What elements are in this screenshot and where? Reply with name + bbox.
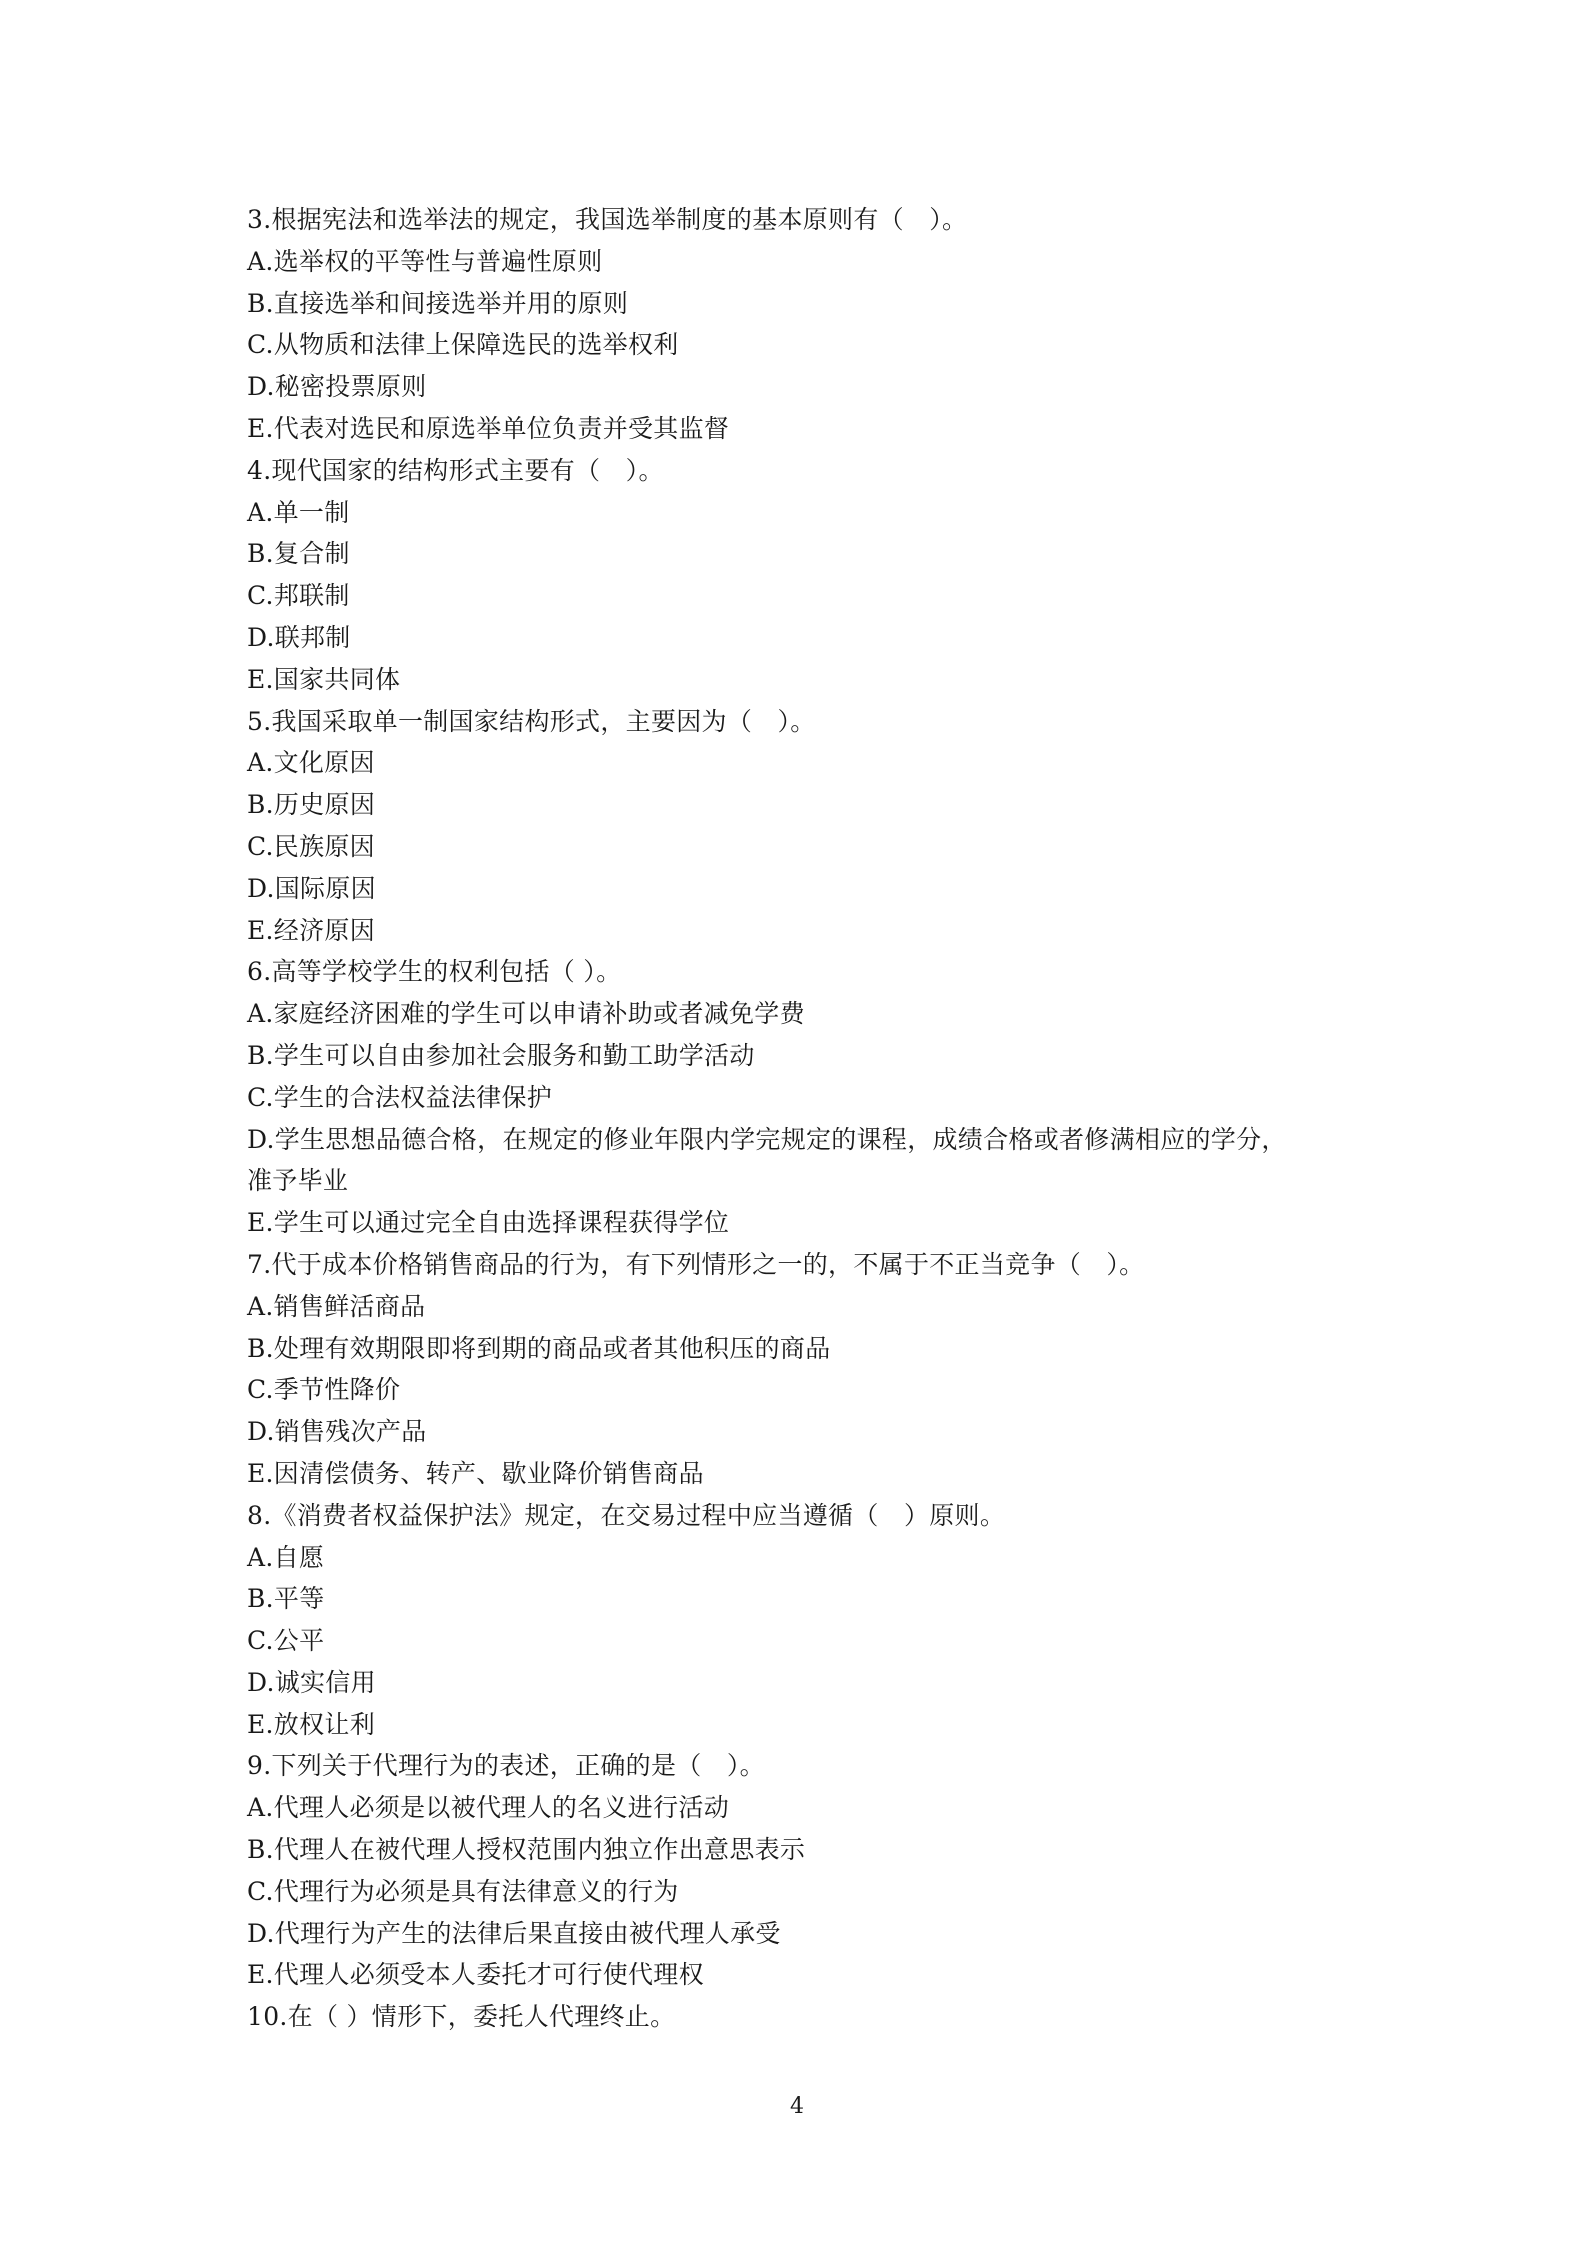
- question-9-option-a: A.代理人必须是以被代理人的名义进行活动: [247, 1793, 730, 1823]
- question-3-option-b: B.直接选举和间接选举并用的原则: [247, 288, 629, 318]
- question-8-option-a: A.自愿: [247, 1542, 325, 1572]
- question-6-option-d-continued: 准予毕业: [247, 1166, 349, 1196]
- question-8-stem: 8.《消费者权益保护法》规定，在交易过程中应当遵循（ ）原则。: [247, 1500, 1006, 1530]
- question-5-option-b: B.历史原因: [247, 790, 376, 820]
- question-4-option-e: E.国家共同体: [247, 664, 401, 694]
- question-3-option-e: E.代表对选民和原选举单位负责并受其监督: [247, 413, 730, 443]
- question-5-option-d: D.国际原因: [247, 873, 376, 903]
- question-4-option-a: A.单一制: [247, 497, 350, 527]
- question-6-option-b: B.学生可以自由参加社会服务和勤工助学活动: [247, 1040, 755, 1070]
- question-3-option-d: D.秘密投票原则: [247, 372, 427, 402]
- question-6-stem: 6.高等学校学生的权利包括（ ）。: [247, 957, 622, 987]
- question-5-option-a: A.文化原因: [247, 748, 375, 778]
- question-6-option-c: C.学生的合法权益法律保护: [247, 1082, 553, 1112]
- question-6-option-d: D.学生思想品德合格，在规定的修业年限内学完规定的课程，成绩合格或者修满相应的学分，: [247, 1124, 1287, 1154]
- question-3-stem: 3.根据宪法和选举法的规定，我国选举制度的基本原则有（ ）。: [247, 205, 968, 234]
- question-8-option-c: C.公平: [247, 1626, 325, 1656]
- question-9-option-c: C.代理行为必须是具有法律意义的行为: [247, 1876, 679, 1906]
- question-7-option-b: B.处理有效期限即将到期的商品或者其他积压的商品: [247, 1333, 831, 1363]
- question-7-option-a: A.销售鲜活商品: [247, 1291, 426, 1321]
- question-9-stem: 9.下列关于代理行为的表述，正确的是（ ）。: [247, 1751, 765, 1781]
- question-5-stem: 5.我国采取单一制国家结构形式，主要因为（ ）。: [247, 706, 816, 736]
- question-6-option-a: A.家庭经济困难的学生可以申请补助或者减免学费: [247, 999, 805, 1029]
- question-7-stem: 7.代于成本价格销售商品的行为，有下列情形之一的，不属于不正当竞争（ ）。: [247, 1249, 1145, 1279]
- question-8-option-d: D.诚实信用: [247, 1667, 376, 1697]
- question-6-option-e: E.学生可以通过完全自由选择课程获得学位: [247, 1208, 730, 1238]
- page-number: 4: [790, 2094, 804, 2119]
- question-4-option-c: C.邦联制: [247, 581, 350, 611]
- question-3-option-a: A.选举权的平等性与普遍性原则: [247, 246, 603, 276]
- question-7-option-d: D.销售残次产品: [247, 1417, 427, 1447]
- question-10-stem: 10.在（ ）情形下，委托人代理终止。: [247, 2002, 676, 2032]
- question-9-option-d: D.代理行为产生的法律后果直接由被代理人承受: [247, 1918, 781, 1948]
- question-9-option-e: E.代理人必须受本人委托才可行使代理权: [247, 1960, 704, 1990]
- question-7-option-c: C.季节性降价: [247, 1375, 401, 1405]
- question-9-option-b: B.代理人在被代理人授权范围内独立作出意思表示: [247, 1835, 806, 1865]
- question-4-option-d: D.联邦制: [247, 622, 351, 652]
- question-7-option-e: E.因清偿债务、转产、歇业降价销售商品: [247, 1458, 704, 1488]
- question-5-option-c: C.民族原因: [247, 831, 375, 861]
- question-4-stem: 4.现代国家的结构形式主要有（ ）。: [247, 455, 664, 485]
- question-3-option-c: C.从物质和法律上保障选民的选举权利: [247, 330, 679, 360]
- question-8-option-e: E.放权让利: [247, 1709, 375, 1739]
- question-8-option-b: B.平等: [247, 1584, 325, 1614]
- question-5-option-e: E.经济原因: [247, 915, 375, 945]
- question-4-option-b: B.复合制: [247, 539, 350, 569]
- question-text-block: [247, 199, 1367, 2038]
